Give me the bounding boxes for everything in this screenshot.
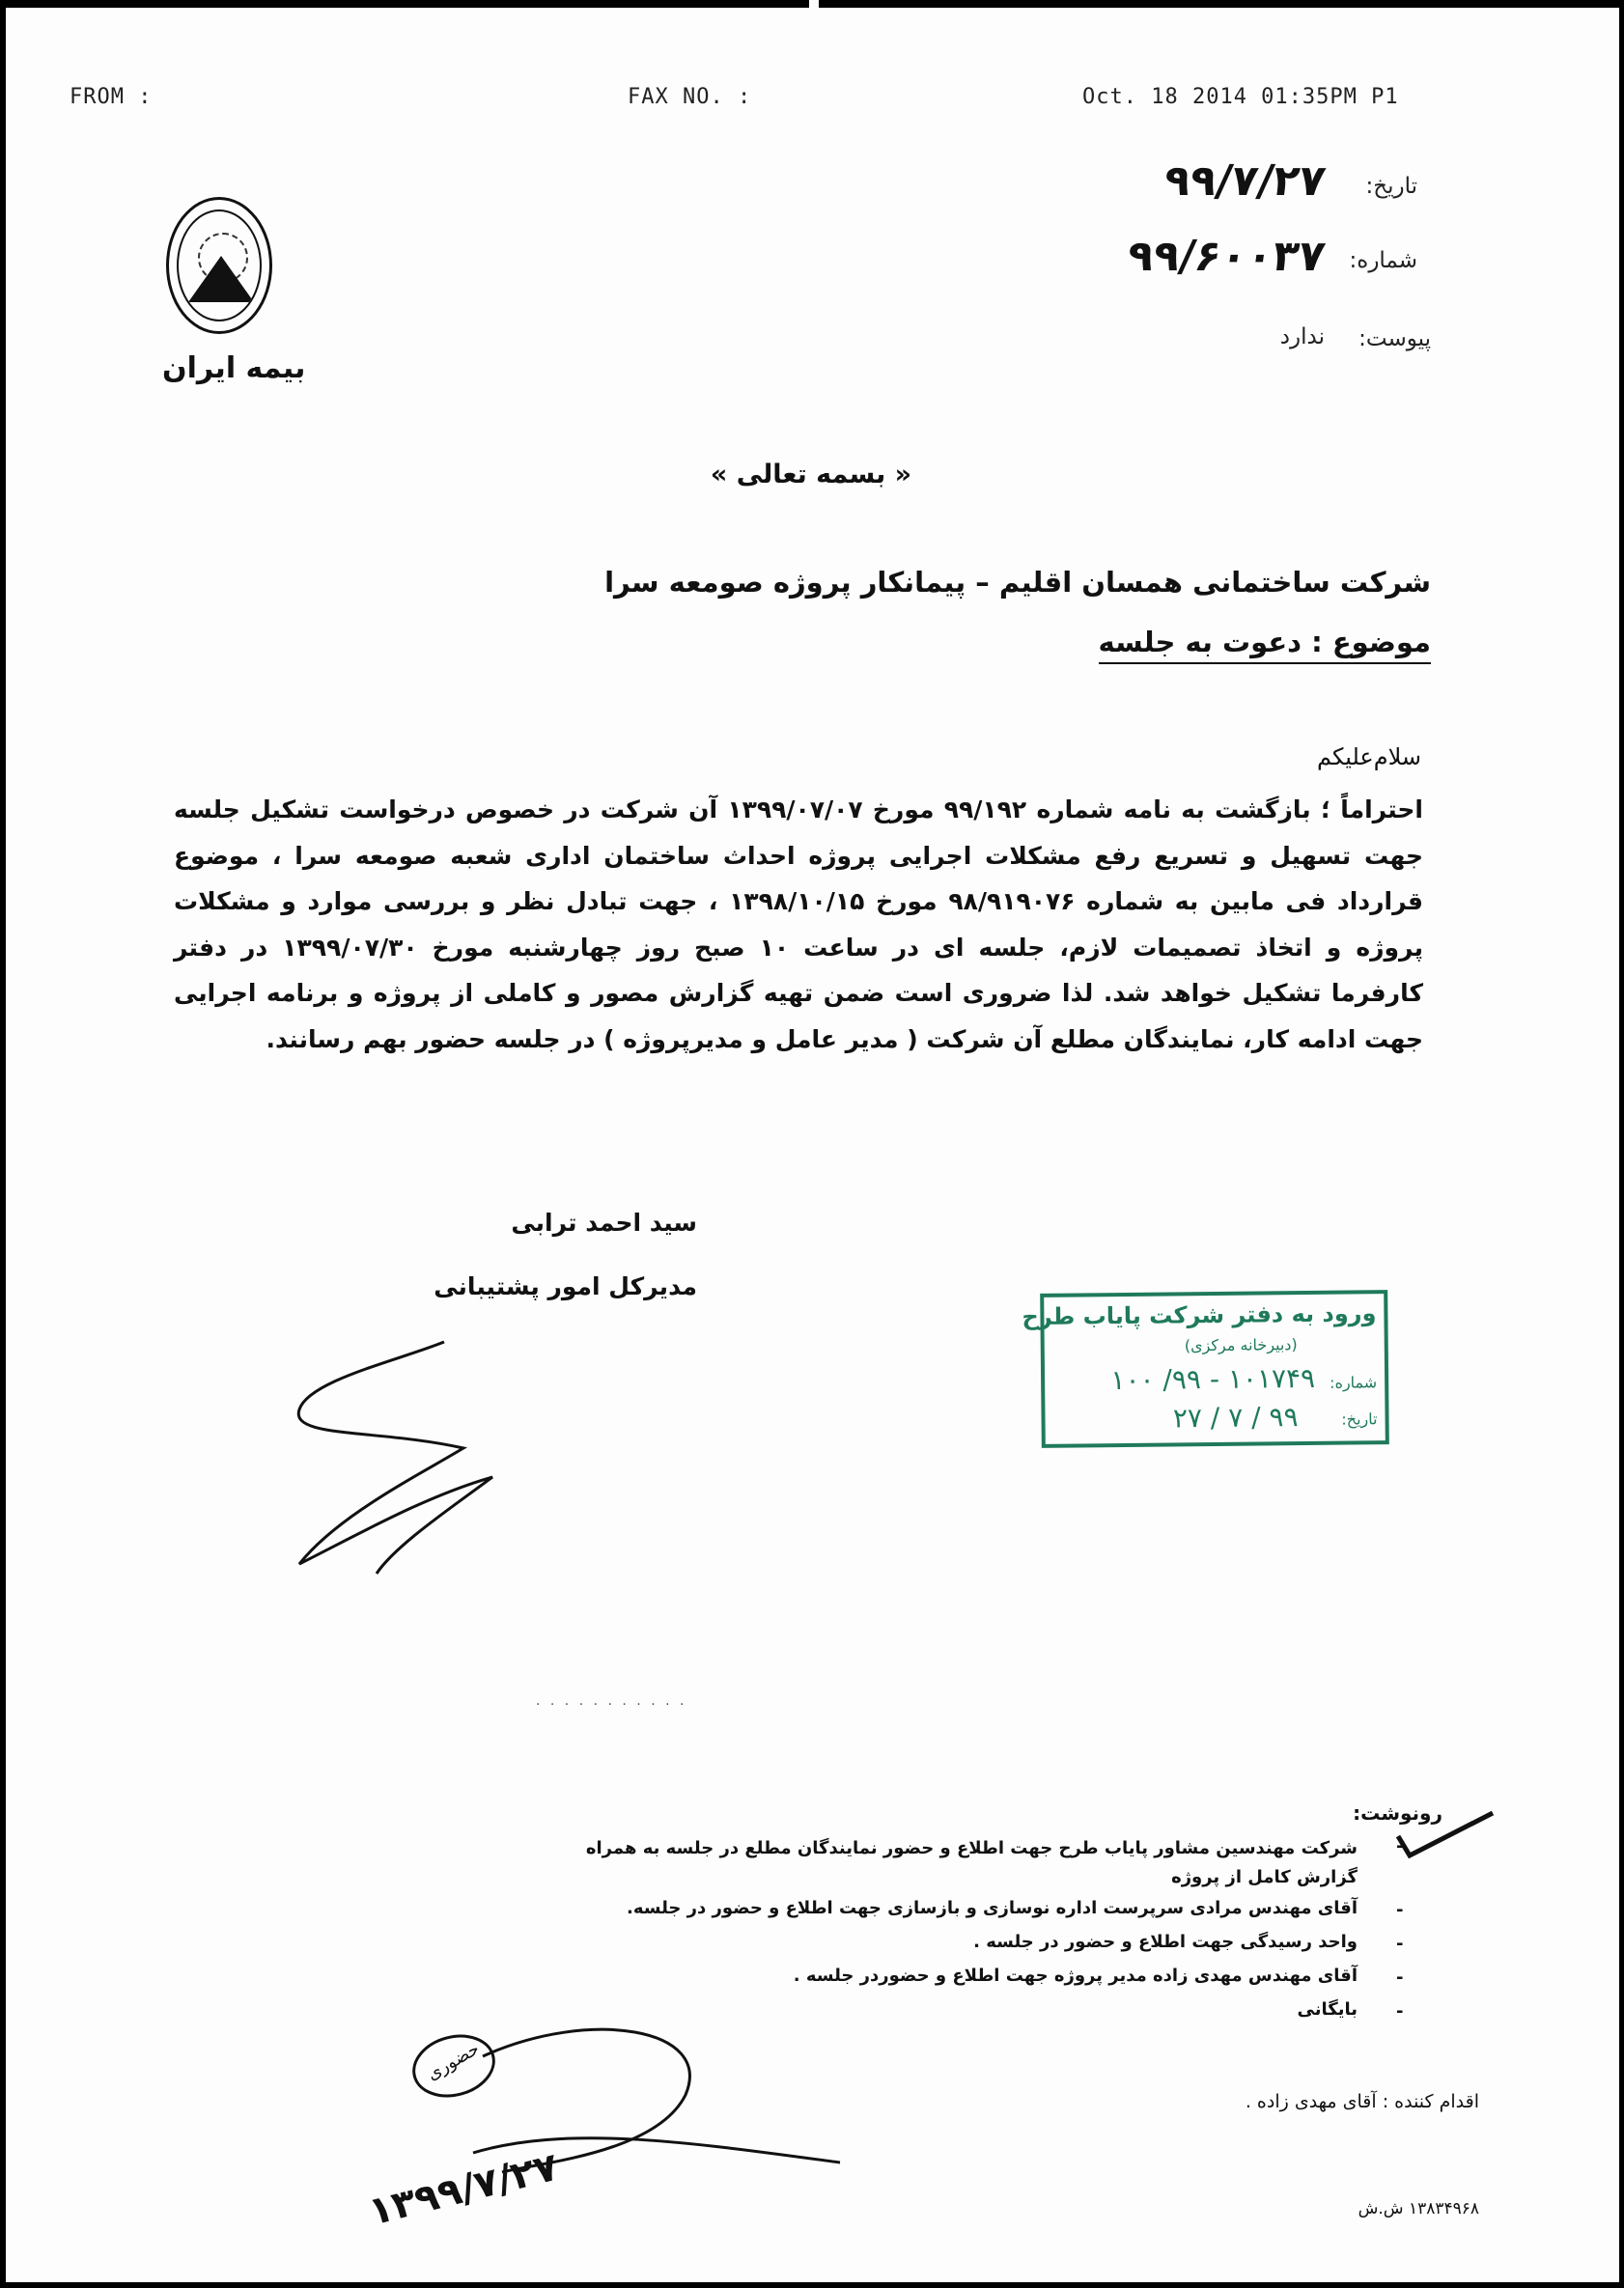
cc-bullet: - [1396,2001,1404,2022]
date-value: ۹۹/۷/۲۷ [1160,156,1329,206]
letter-body: احتراماً ؛ بازگشت به نامه شماره ۹۹/۱۹۲ مورخ ۱۳۹۹/۰۷/۰۷ آن شرکت در خصوص درخواست تشکیل جلسه جهت تسهیل و تسریع رفع مشکلات اجرایی پروژه احداث ساختمان اداری شعبه صومعه سرا ، موضوع قرارداد فی مابین به شماره ۹۸/۹۱۹۰۷۶ مورخ ۱۳۹۸/۱۰/۱۵ ، جهت تبادل نظر و بررسی موارد و مشکلات پروژه و اتخاذ تصمیمات لازم، جلسه ای در ساعت ۱۰ صبح روز چهارشنبه مورخ ۱۳۹۹/۰۷/۳۰ در دفتر کارفرما تشکیل خواهد شد. لذا ضروری است ضمن تهیه گزارش مصور و کاملی از پروژه و برنامه اجرایی جهت ادامه کار، نمایندگان مطلع آن شرکت ( مدیر عامل و مدیرپروژه ) در جلسه حضور بهم رسانند. [174,795,1423,1053]
mountain-icon [188,256,254,302]
stamp-subtitle: (دبیرخانه مرکزی) [1184,1335,1298,1355]
stamp-number-label: شماره: [1330,1373,1378,1392]
stamp-title: ورود به دفتر شرکت پایاب طرح [1022,1299,1377,1331]
scan-edge-top-left [0,0,809,8]
handwritten-note: حضوری [423,2038,484,2085]
scan-edge-right [1619,0,1624,2288]
fax-timestamp: Oct. 18 2014 01:35PM P1 [1082,85,1399,109]
received-stamp [1022,1290,1389,1448]
recipient: شرکت ساختمانی همسان اقلیم – پیمانکار پروژه صومعه سرا [604,566,1431,599]
cc-title: رونوشت: [1353,1801,1442,1825]
scan-edge-bottom [0,2282,1624,2288]
handwritten-date: ۱۳۹۹/۷/۲۷ [364,2144,563,2235]
number-value: ۹۹/۶۰۰۳۷ [1124,232,1329,281]
cc-item: واحد رسیدگی جهت اطلاع و حضور در جلسه . [973,1932,1358,1952]
action-by: اقدام کننده : آقای مهدی زاده . [1245,2091,1479,2112]
checkmark-icon [1392,1807,1498,1865]
brand-name: بیمه ایران [162,351,306,385]
cc-item: شرکت مهندسین مشاور پایاب طرح جهت اطلاع و حضور نمایندگان مطلع در جلسه به همراه گزارش کامل از پروژه [585,1838,1358,1887]
signer-title: مدیرکل امور پشتیبانی [434,1272,697,1300]
attachment-label: پیوست: [1358,326,1431,351]
bismillah: « بسمه تعالی » [710,460,912,489]
cc-item: آقای مهندس مهدی زاده مدیر پروژه جهت اطلاع و حضوردر جلسه . [793,1966,1358,1986]
fax-from: FROM : [70,85,153,109]
signer-name: سید احمد ترابی [511,1209,697,1237]
scan-edge-top-right [819,0,1624,8]
date-label: تاریخ: [1365,174,1417,199]
stamp-date-value: ۹۹ / ۷ / ۲۷ [1172,1401,1299,1435]
scan-edge-left [0,0,6,2288]
document-number: ۱۳۸۳۴۹۶۸ ش.ش [1358,2199,1479,2218]
cc-bullet: - [1396,1934,1404,1954]
cc-item: بایگانی [1297,1999,1358,2020]
stamp-number-value: ۱۰۱۷۴۹ - ۹۹/ ۱۰۰ [1110,1361,1316,1397]
bimeh-iran-logo [166,197,272,334]
cc-bullet: - [1396,1967,1404,1988]
cc-bullet: - [1396,1900,1404,1920]
separator-dots: · · · · · · · · · · · [536,1697,687,1713]
cc-bullet: - [1396,1836,1404,1856]
stamp-date-label: تاریخ: [1341,1409,1378,1429]
fax-number: FAX NO. : [628,85,752,109]
subject: موضوع : دعوت به جلسه [1099,626,1431,664]
handwritten-strokes [454,2105,859,2182]
attachment-value: ندارد [1279,324,1325,349]
number-label: شماره: [1349,248,1417,273]
cc-item: آقای مهندس مرادی سرپرست اداره نوسازی و بازسازی جهت اطلاع و حضور در جلسه. [627,1898,1358,1918]
signature-scribble [280,1323,512,1583]
greeting: سلام‌علیکم [1316,743,1421,770]
